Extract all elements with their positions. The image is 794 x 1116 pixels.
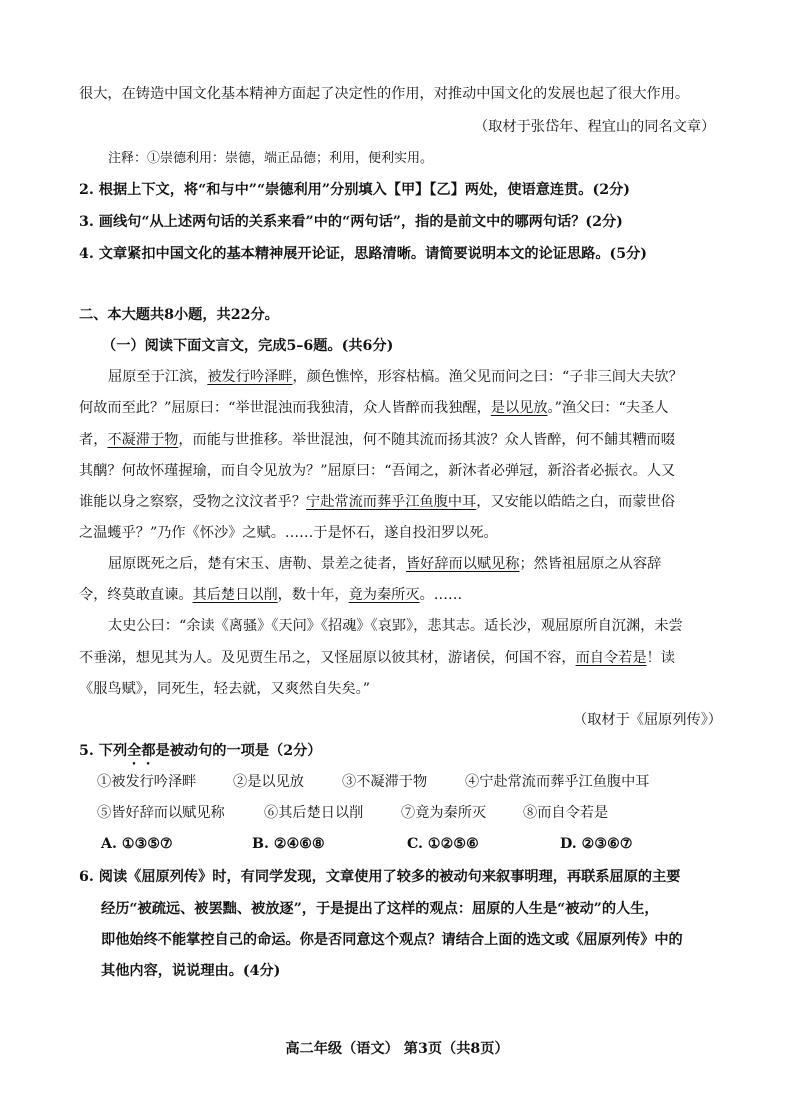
underlined-phrase: 被发行吟泽畔 [207,369,293,385]
underlined-phrase: 宁赴常流而葬乎江鱼腹中耳 [306,494,477,510]
q5-item: ③不凝滞于物 [342,774,428,790]
q5-option-a: A. ①③⑤⑦ [101,836,173,852]
q5-option-d: D. ②③⑥⑦ [560,836,633,852]
subsection-heading: （一）阅读下面文言文，完成5–6题。(共6分) [102,338,394,354]
passage-line: 屈原既死之后，楚有宋玉、唐勒、景差之徒者，皆好辞而以赋见称；然皆祖屈原之从容辞 [108,556,662,572]
question-6-line: 其他内容，说说理由。(4分) [101,963,281,979]
passage-line: 谁能以身之察察，受物之汶汶者乎？宁赴常流而葬乎江鱼腹中耳，又安能以皓皓之白，而蒙世俗 [79,494,675,510]
passage-line: 太史公曰：“余读《离骚》《天问》《招魂》《哀郢》，悲其志。适长沙，观屈原所自沉渊，未尝 [108,618,683,634]
passage-line: 《服鸟赋》，同死生，轻去就，又爽然自失矣。” [79,681,370,697]
question-6-line: 经历“被疏远、被罢黜、被放逐”，于是提出了这样的观点：屈原的人生是“被动”的人生， [101,901,659,917]
passage-line: 者，不凝滞于物，而能与世推移。举世混浊，何不随其流而扬其波？众人皆醉，何不餔其糟而啜 [79,432,675,448]
q5-item: ⑦竟为秦所灭 [401,805,487,821]
underlined-phrase: 竟为秦所灭 [348,587,420,603]
source-citation: （取材于《屈原列传》） [573,712,722,728]
question-3: 3. 画线句“从上述两句话的关系来看”中的“两句话”，指的是前文中的哪两句话？(2分) [79,214,623,230]
annotation-note: 注释：①崇德利用：崇德，端正品德；利用，便利实用。 [108,151,434,166]
section-heading: 二、本大题共8小题，共22分。 [79,307,279,323]
question-5: 5. 下列全都是被动句的一项是（2分） [79,743,322,759]
q5-option-b: B. ②④⑥⑧ [252,836,325,852]
passage-line: 令，终莫敢直谏。其后楚日以削，数十年，竟为秦所灭。…… [79,587,463,603]
q5-item: ④宁赴常流而葬乎江鱼腹中耳 [465,774,650,790]
page-footer: 高二年级（语文） 第3页（共8页） [285,1041,509,1057]
question-6: 6. 阅读《屈原列传》时，有同学发现，文章使用了较多的被动句来叙事明理，再联系屈原的主要 [79,869,681,885]
question-6-line: 即他始终不能掌控自己的命运。你是否同意这个观点？请结合上面的选文或《屈原列传》中的 [101,932,683,948]
q5-item: ⑥其后楚日以削 [264,805,364,821]
underlined-phrase: 是以见放 [490,400,548,416]
q5-item: ①被发行吟泽畔 [97,774,197,790]
underlined-phrase: 皆好辞而以赋见称 [405,556,520,572]
passage-closing-line: 很大，在铸造中国文化基本精神方面起了决定性的作用，对推动中国文化的发展也起了很大作用。 [79,86,690,102]
q5-option-c: C. ①②⑤⑥ [407,836,479,852]
passage-line: 何故而至此？”屈原曰：“举世混浊而我独清，众人皆醉而我独醒，是以见放。”渔父曰：“夫圣人 [79,400,669,416]
q5-item: ②是以见放 [233,774,304,790]
emphasis-dots: 全都 [127,743,156,759]
passage-line: 其醨？何故怀瑾握瑜，而自令见放为？”屈原曰：“吾闻之，新沐者必弹冠，新浴者必振衣。人又 [79,463,676,479]
source-citation: （取材于张岱年、程宜山的同名文章） [474,119,716,135]
passage-line: 屈原至于江滨，被发行吟泽畔，颜色憔悴，形容枯槁。渔父见而问之曰：“子非三闾大夫欤？ [108,369,683,385]
passage-line: 之温蠖乎？”乃作《怀沙》之赋。……于是怀石，遂自投汨罗以死。 [79,525,498,541]
underlined-phrase: 而自令若是 [575,650,647,666]
q5-item: ⑧而自令若是 [523,805,609,821]
passage-line: 不垂涕，想见其为人。及见贾生吊之，又怪屈原以彼其材，游诸侯，何国不容，而自令若是！读 [79,650,675,666]
question-2: 2. 根据上下文，将“和与中”“崇德利用”分别填入【甲】【乙】两处，使语意连贯。(2分) [79,182,630,198]
q5-item: ⑤皆好辞而以赋见称 [97,805,225,821]
underlined-phrase: 其后楚日以削 [192,587,278,603]
underlined-phrase: 不凝滞于物 [107,432,179,448]
question-4: 4. 文章紧扣中国文化的基本精神展开论证，思路清晰。请简要说明本文的论证思路。(5分) [79,246,647,262]
